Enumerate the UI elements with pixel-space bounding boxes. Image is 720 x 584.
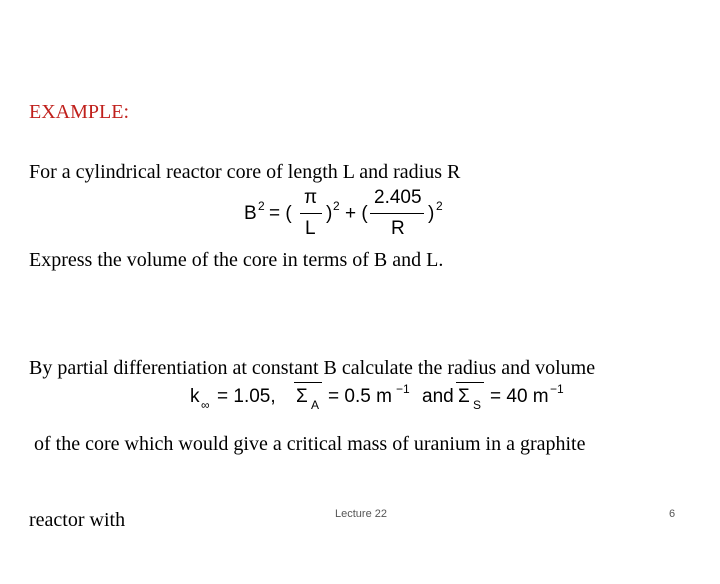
k-symbol: k [190, 386, 200, 407]
sigma-s-exponent: −1 [550, 382, 564, 396]
eq-equals: = ( [269, 203, 292, 224]
frac1-numerator: π [304, 187, 318, 208]
sigma-s-symbol: Σ [458, 386, 470, 407]
question-line-1: By partial differentiation at constant B calculate the radius and volume [29, 356, 596, 379]
sigma-a-exponent: −1 [396, 382, 410, 396]
volume-question: Express the volume of the core in terms of B and L. [29, 249, 444, 271]
frac2-numerator: 2.405 [374, 187, 422, 208]
eq-lhs: B [244, 203, 257, 224]
footer-page-number: 6 [669, 508, 676, 520]
frac1-line [300, 213, 322, 214]
frac2-denominator: R [391, 218, 405, 239]
sigma-s-subscript: S [473, 398, 482, 412]
differentiation-question [29, 305, 595, 584]
eq-exp1: 2 [333, 199, 340, 213]
and-word: and [422, 386, 454, 407]
sigma-a-symbol: Σ [296, 386, 308, 407]
eq-lhs-exponent: 2 [258, 199, 265, 213]
frac1-denominator: L [305, 218, 316, 239]
sigma-s-value: = 40 m [490, 386, 549, 407]
sigma-a-overbar [294, 382, 322, 383]
sigma-s-overbar [456, 382, 484, 383]
problem-statement: For a cylindrical reactor core of length L and radius R [29, 161, 461, 183]
frac2-line [370, 213, 424, 214]
question-line-2: of the core which would give a critical mass of uranium in a graphite [29, 432, 586, 455]
k-value: = 1.05, [217, 386, 276, 407]
footer-lecture-label: Lecture 22 [335, 508, 387, 520]
slide-heading: EXAMPLE: [29, 101, 129, 123]
eq-plus: + ( [345, 203, 368, 224]
sigma-a-value: = 0.5 m [328, 386, 392, 407]
eq-exp2: 2 [436, 199, 443, 213]
k-subscript: ∞ [201, 398, 210, 412]
eq-close2: ) [428, 203, 435, 224]
question-line-3: reactor with [29, 509, 126, 532]
eq-close1: ) [326, 203, 333, 224]
sigma-a-subscript: A [311, 398, 320, 412]
